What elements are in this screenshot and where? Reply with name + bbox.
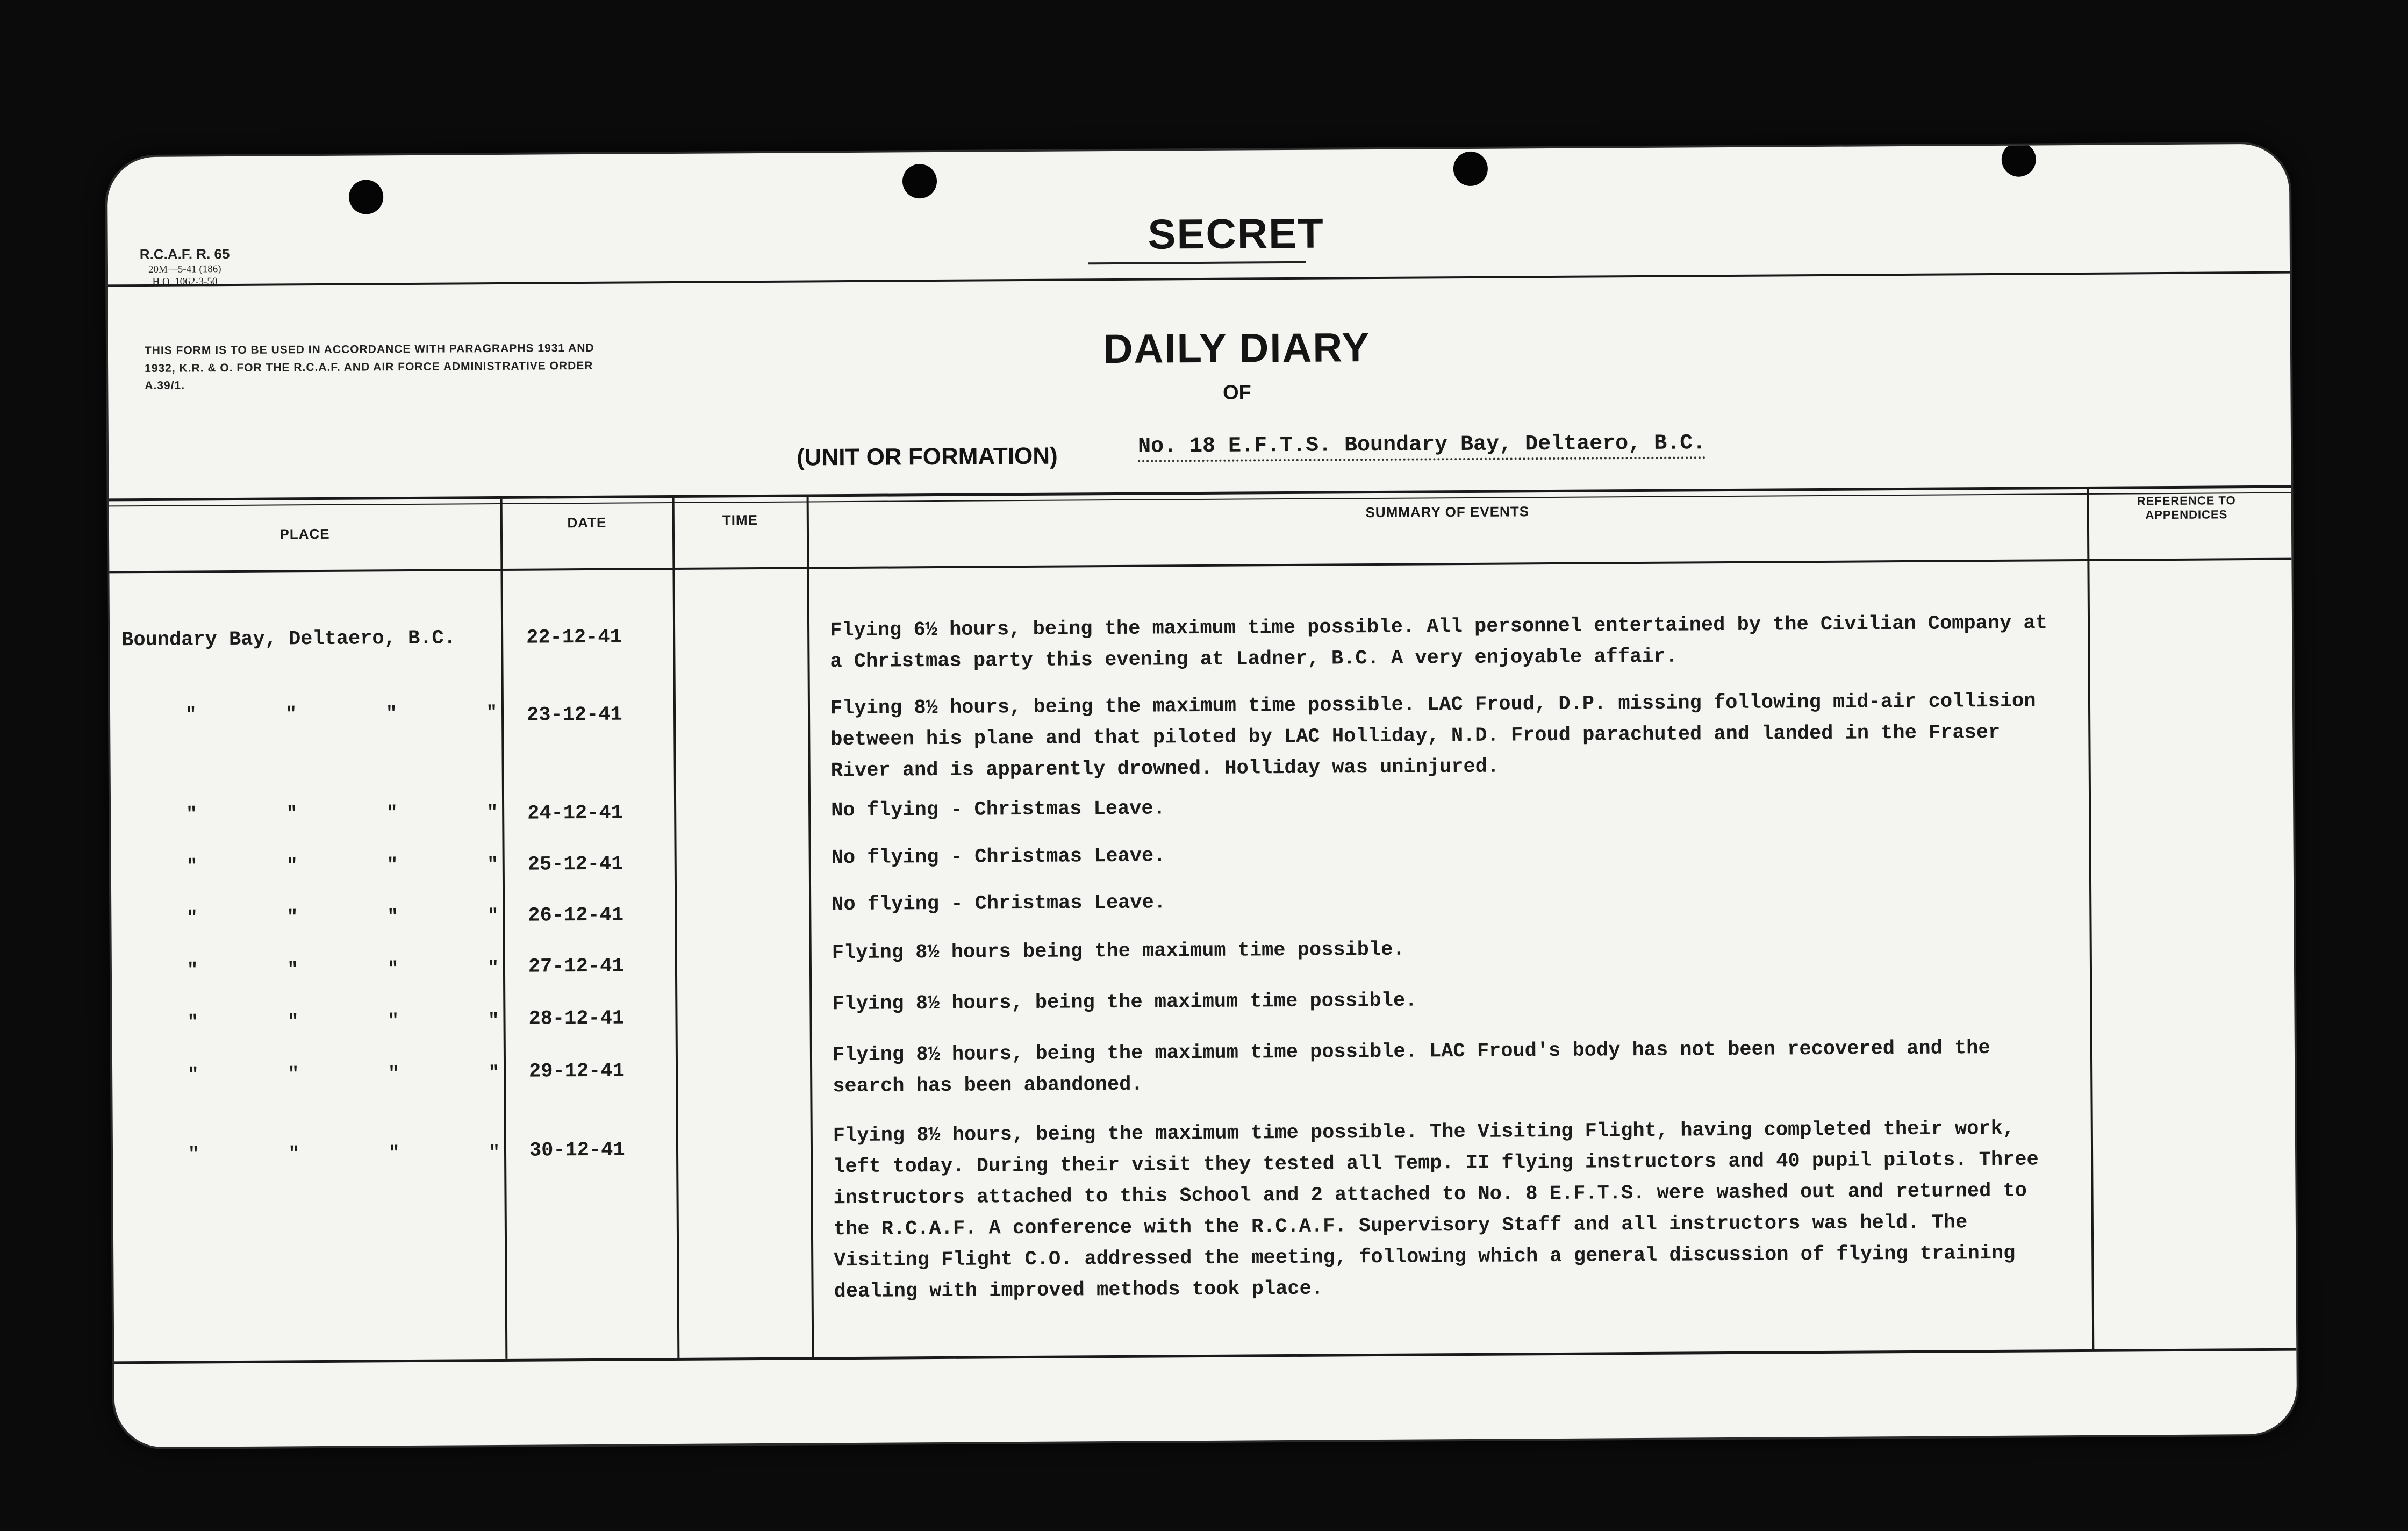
punch-hole [1453,152,1488,186]
ditto-mark: " [388,1064,399,1085]
ditto-marks [188,1143,500,1165]
ditto-mark: " [287,1012,299,1033]
row-date: 30-12-41 [529,1139,625,1162]
column-divider [672,498,680,1358]
header-summary: SUMMARY OF EVENTS [1365,503,1530,521]
row-date: 28-12-41 [528,1007,625,1031]
ditto-marks [187,855,498,877]
ditto-mark: " [186,856,198,877]
ditto-mark: " [187,1012,199,1033]
form-code-line3: H.Q. 1062-3-50 [152,276,218,288]
row-summary: Flying 8½ hours being the maximum time possible. [832,938,1405,965]
header-time: TIME [722,512,758,528]
form-code-line1: R.C.A.F. R. 65 [139,246,230,263]
ditto-marks [187,958,499,981]
column-divider [500,499,508,1359]
diary-form-card [107,144,2297,1448]
ditto-marks [188,1063,499,1086]
top-rule [108,271,2290,287]
unit-value: No. 18 E.F.T.S. Boundary Bay, Deltaero, B.C. [1138,431,1705,462]
row-date: 27-12-41 [528,955,624,978]
row-date: 24-12-41 [527,802,623,825]
ditto-mark: " [488,1063,500,1084]
ditto-mark: " [286,804,298,825]
row-date: 25-12-41 [527,853,624,876]
ditto-mark: " [186,804,197,825]
ditto-marks [187,906,498,929]
punch-hole [349,180,383,214]
header-rule-bottom [109,558,2291,574]
row-summary: Flying 8½ hours, being the maximum time possible. LAC Froud, D.P. missing following mid-air collision between his plane and that piloted by LAC Holliday, N.D. Froud parachuted and landed in the Fraser River and is apparently drowned. Holliday was uninjured. [830,690,2036,783]
classification-heading: SECRET [1148,209,1325,258]
ditto-mark: " [288,1144,300,1165]
row-summary: No flying - Christmas Leave. [831,845,1166,870]
ditto-mark: " [489,1142,500,1164]
row-date: 22-12-41 [526,626,622,649]
row-date: 29-12-41 [528,1060,625,1083]
ditto-marks [185,703,497,726]
ditto-mark: " [488,958,499,979]
ditto-mark: " [288,1064,299,1085]
ditto-mark: " [187,908,198,929]
unit-label: (UNIT OR FORMATION) [796,442,1058,471]
ditto-marks [187,1011,499,1033]
row-summary: No flying - Christmas Leave. [832,891,1166,917]
ditto-mark: " [185,705,197,726]
classification-underline [1088,261,1306,264]
form-title: DAILY DIARY [1103,325,1371,373]
form-code [140,245,230,289]
form-of-label: OF [1222,381,1251,404]
column-divider [2087,489,2095,1349]
ditto-mark: " [285,704,297,725]
ditto-mark: " [385,704,397,725]
ditto-mark: " [388,1143,400,1164]
ditto-mark: " [387,959,399,980]
row-place: Boundary Bay, Deltaero, B.C. [121,627,456,652]
header-place: PLACE [280,525,330,542]
footer-rule [114,1348,2296,1364]
ditto-mark: " [388,1011,399,1032]
ditto-mark: " [286,856,298,877]
row-summary: Flying 8½ hours, being the maximum time possible. [832,989,1417,1016]
row-summary: Flying 8½ hours, being the maximum time possible. The Visiting Flight, having completed their work, left today. During their visit they tested all Temp. II flying instructors and 40 pupil pilots. Three instructors attached to this School and 2 attached to No. 8 E.F.T.S. were washed out and returned to the R.C.A.F. A conference with the R.C.A.F. Supervisory Staff and all instructors was held. The Visiting Flight C.O. addressed the meeting, following which a general discussion of flying training dealing with improved methods took place. [833,1117,2039,1304]
row-summary: No flying - Christmas Leave. [831,797,1165,822]
ditto-marks [186,803,498,825]
ditto-mark: " [188,1144,199,1165]
ditto-mark: " [487,855,498,876]
ditto-mark: " [286,907,298,928]
header-reference: REFERENCE TO APPENDICES [2137,493,2236,522]
ditto-mark: " [386,803,398,824]
column-divider [807,497,814,1357]
ditto-mark: " [486,703,498,724]
ditto-mark: " [387,907,398,928]
ditto-mark: " [486,803,498,824]
ditto-mark: " [386,855,398,876]
ditto-mark: " [487,906,499,927]
row-date: 23-12-41 [526,703,622,727]
row-summary: Flying 6½ hours, being the maximum time possible. All personnel entertained by the Civilian Company at a Christmas party this evening at Ladner, B.C. A very enjoyable affair. [829,612,2047,674]
ditto-mark: " [188,1065,199,1086]
punch-hole [2002,144,2036,177]
form-code-line2: 20M—5-41 (186) [148,263,221,275]
punch-hole [902,164,937,198]
form-instructions: THIS FORM IS TO BE USED IN ACCORDANCE WITH PARAGRAPHS 1931 AND 1932, K.R. & O. FOR THE R.C.A.F. AND AIR FORCE ADMINISTRATIVE ORDER A.39/1. [144,341,594,392]
ditto-mark: " [488,1010,499,1032]
ditto-mark: " [287,960,299,981]
ditto-mark: " [187,960,198,981]
row-date: 26-12-41 [528,904,624,927]
row-summary: Flying 8½ hours, being the maximum time possible. LAC Froud's body has not been recovered and the search has been abandoned. [832,1037,1990,1098]
header-date: DATE [567,514,607,531]
